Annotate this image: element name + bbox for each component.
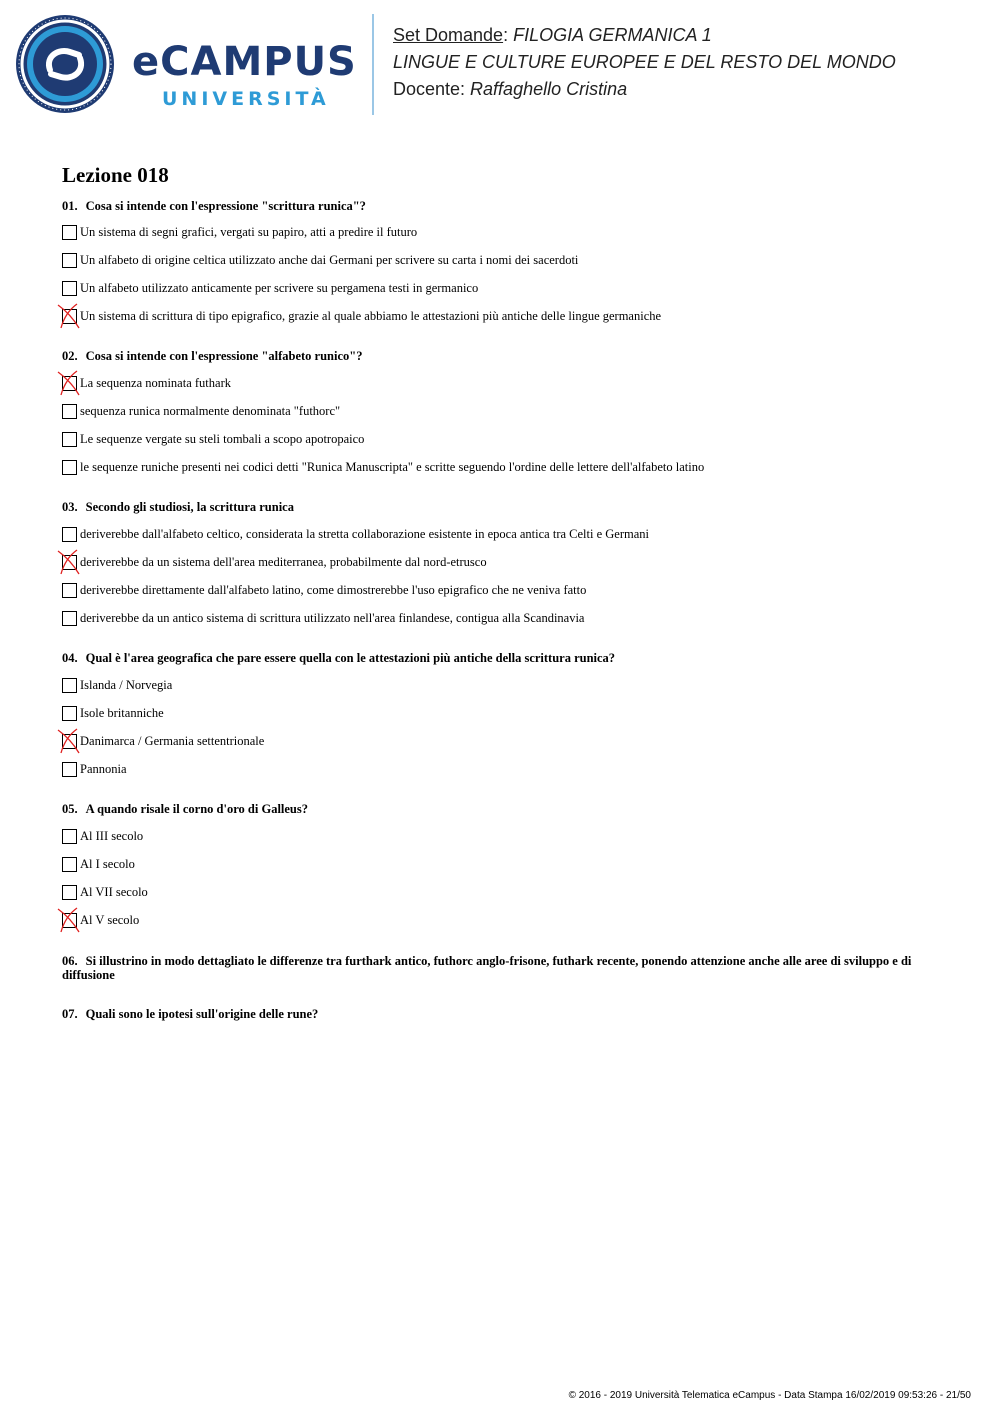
option-q3-4[interactable] xyxy=(62,610,584,626)
checkbox[interactable] xyxy=(62,829,77,844)
option-text: Isole britanniche xyxy=(80,706,164,720)
question-07 xyxy=(62,1007,942,1021)
teacher-line xyxy=(393,76,896,103)
checkbox[interactable] xyxy=(62,913,77,928)
header-divider xyxy=(372,14,374,115)
checkbox[interactable] xyxy=(62,309,77,324)
course-name: FILOGIA GERMANICA 1 xyxy=(513,25,712,45)
checkbox[interactable] xyxy=(62,583,77,598)
checkbox[interactable] xyxy=(62,253,77,268)
question-number: 01. xyxy=(62,199,78,213)
brand-subtitle: UNIVERSITÀ xyxy=(162,88,330,110)
question-number: 04. xyxy=(62,651,78,665)
checkbox[interactable] xyxy=(62,611,77,626)
page-footer: © 2016 - 2019 Università Telematica eCampus - Data Stampa 16/02/2019 09:53:26 - 21/50 xyxy=(568,1390,971,1401)
option-q2-3[interactable] xyxy=(62,431,364,447)
question-text: Cosa si intende con l'espressione "alfabeto runico"? xyxy=(85,349,363,363)
option-text: Al VII secolo xyxy=(80,885,148,899)
option-q2-4[interactable] xyxy=(62,459,704,475)
option-text: Un alfabeto di origine celtica utilizzato anche dai Germani per scrivere su carta i nomi dei sacerdoti xyxy=(80,253,579,267)
option-text: Le sequenze vergate su steli tombali a scopo apotropaico xyxy=(80,432,365,446)
option-q1-3[interactable] xyxy=(62,280,478,296)
answer-mark-icon xyxy=(55,301,83,331)
option-text: Un alfabeto utilizzato anticamente per scrivere su pergamena testi in germanico xyxy=(80,281,479,295)
question-02 xyxy=(62,349,942,363)
checkbox[interactable] xyxy=(62,404,77,419)
question-number: 07. xyxy=(62,1007,78,1021)
option-q4-1[interactable] xyxy=(62,677,172,693)
question-text: Secondo gli studiosi, la scrittura runica xyxy=(85,500,294,514)
question-text: Cosa si intende con l'espressione "scrittura runica"? xyxy=(85,199,366,213)
checkbox[interactable] xyxy=(62,885,77,900)
question-text: Quali sono le ipotesi sull'origine delle rune? xyxy=(85,1007,319,1021)
question-01 xyxy=(62,199,942,213)
option-q1-1[interactable] xyxy=(62,224,417,240)
option-text: deriverebbe da un antico sistema di scrittura utilizzato nell'area finlandese, contigua alla Scandinavia xyxy=(80,611,585,625)
option-text: Al I secolo xyxy=(80,857,135,871)
option-text: deriverebbe dall'alfabeto celtico, considerata la stretta collaborazione esistente in epoca antica tra Celti e Germani xyxy=(80,527,649,541)
question-text: Si illustrino in modo dettagliato le differenze tra furthark antico, futhorc anglo-frisone, futhark recente, ponendo attenzione anche alle aree di sviluppo e di diffusione xyxy=(62,954,912,982)
option-q4-2[interactable] xyxy=(62,705,164,721)
option-q1-4[interactable] xyxy=(62,308,661,324)
option-q5-2[interactable] xyxy=(62,856,135,872)
option-q3-1[interactable] xyxy=(62,526,649,542)
option-text: Al III secolo xyxy=(80,829,144,843)
set-line xyxy=(393,22,896,49)
header-info xyxy=(393,22,896,103)
answer-mark-icon xyxy=(55,726,83,756)
option-text: Pannonia xyxy=(80,762,127,776)
checkbox[interactable] xyxy=(62,762,77,777)
checkbox[interactable] xyxy=(62,376,77,391)
question-number: 05. xyxy=(62,802,78,816)
option-q3-2[interactable] xyxy=(62,554,487,570)
ecampus-wordmark xyxy=(132,40,357,112)
lesson-title: Lezione 018 xyxy=(62,163,169,187)
checkbox[interactable] xyxy=(62,432,77,447)
question-number: 03. xyxy=(62,500,78,514)
option-text: Danimarca / Germania settentrionale xyxy=(80,734,265,748)
question-number: 02. xyxy=(62,349,78,363)
option-q5-1[interactable] xyxy=(62,828,143,844)
option-q1-2[interactable] xyxy=(62,252,578,268)
checkbox[interactable] xyxy=(62,225,77,240)
option-q2-1[interactable] xyxy=(62,375,231,391)
question-text: Qual è l'area geografica che pare essere quella con le attestazioni più antiche della scrittura runica? xyxy=(85,651,616,665)
question-04 xyxy=(62,651,942,665)
answer-mark-icon xyxy=(55,547,83,577)
ecampus-seal-logo xyxy=(15,14,115,114)
set-separator: : xyxy=(503,25,514,45)
option-q3-3[interactable] xyxy=(62,582,586,598)
set-label: Set Domande xyxy=(393,25,504,45)
brand-name: eCAMPUS xyxy=(132,39,357,85)
teacher-label: Docente: xyxy=(393,79,471,99)
checkbox[interactable] xyxy=(62,527,77,542)
option-text: le sequenze runiche presenti nei codici detti "Runica Manuscripta" e scritte seguendo l'ordine delle lettere dell'alfabeto latino xyxy=(80,460,705,474)
teacher-name: Raffaghello Cristina xyxy=(470,79,628,99)
option-text: Al V secolo xyxy=(80,913,140,927)
option-q5-3[interactable] xyxy=(62,884,148,900)
question-text: A quando risale il corno d'oro di Galleus? xyxy=(85,802,309,816)
question-06 xyxy=(62,954,942,982)
option-q5-4[interactable] xyxy=(62,912,139,928)
option-text: Islanda / Norvegia xyxy=(80,678,173,692)
program-name: LINGUE E CULTURE EUROPEE E DEL RESTO DEL MONDO xyxy=(393,52,896,72)
option-text: sequenza runica normalmente denominata "futhorc" xyxy=(80,404,341,418)
option-text: Un sistema di segni grafici, vergati su papiro, atti a predire il futuro xyxy=(80,225,418,239)
checkbox[interactable] xyxy=(62,734,77,749)
checkbox[interactable] xyxy=(62,706,77,721)
checkbox[interactable] xyxy=(62,555,77,570)
checkbox[interactable] xyxy=(62,460,77,475)
option-text: La sequenza nominata futhark xyxy=(80,376,231,390)
option-text: deriverebbe da un sistema dell'area mediterranea, probabilmente dal nord-etrusco xyxy=(80,555,487,569)
checkbox[interactable] xyxy=(62,281,77,296)
checkbox[interactable] xyxy=(62,678,77,693)
option-text: Un sistema di scrittura di tipo epigrafico, grazie al quale abbiamo le attestazioni più antiche delle lingue germaniche xyxy=(80,309,662,323)
option-text: deriverebbe direttamente dall'alfabeto latino, come dimostrerebbe l'uso epigrafico che ne veniva fatto xyxy=(80,583,587,597)
question-number: 06. xyxy=(62,954,78,968)
checkbox[interactable] xyxy=(62,857,77,872)
option-q2-2[interactable] xyxy=(62,403,340,419)
question-03 xyxy=(62,500,942,514)
option-q4-4[interactable] xyxy=(62,761,127,777)
answer-mark-icon xyxy=(55,368,83,398)
answer-mark-icon xyxy=(55,905,83,935)
question-05 xyxy=(62,802,942,816)
option-q4-3[interactable] xyxy=(62,733,264,749)
